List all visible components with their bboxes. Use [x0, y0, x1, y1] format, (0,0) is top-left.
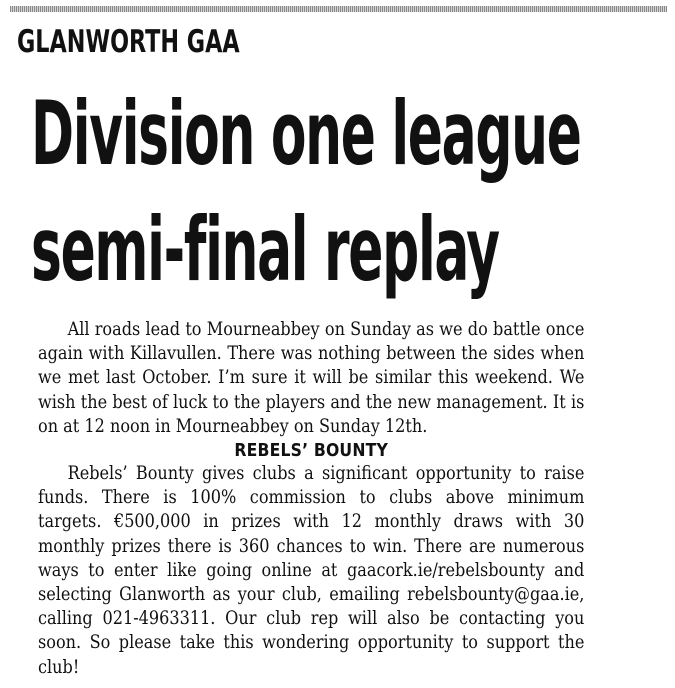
section-label: GLANWORTH GAA [17, 24, 240, 60]
headline [31, 76, 581, 308]
article-paragraph-2: Rebels’ Bounty gives clubs a significant opportunity to raise funds. There is 100% commission to clubs above minimum targets. €500,000 in prizes with 12 monthly draws with 30 monthly prizes there is 360 chances to win. There are numerous ways to enter like going online at gaacork.ie/rebelsbounty and selecting Glanworth as your club, emailing rebelsbounty@gaa.ie, calling 021-4963311. Our club rep will also be contacting you soon. So please take this wondering opportunity to support the club! [38, 463, 585, 678]
headline-line-1: Division one league [31, 82, 581, 185]
headline-line-2: semi-final replay [31, 198, 499, 301]
subheading: REBELS’ BOUNTY [234, 440, 388, 462]
article-paragraph-1: All roads lead to Mourneabbey on Sunday as we do battle once again with Killavullen. There was nothing between the sides when we met last October. I’m sure it will be similar this weekend. We wish the best of luck to the players and the new management. It is on at 12 noon in Mourneabbey on Sunday 12th. [38, 319, 585, 437]
article-body [38, 318, 584, 680]
top-rule [10, 6, 667, 12]
